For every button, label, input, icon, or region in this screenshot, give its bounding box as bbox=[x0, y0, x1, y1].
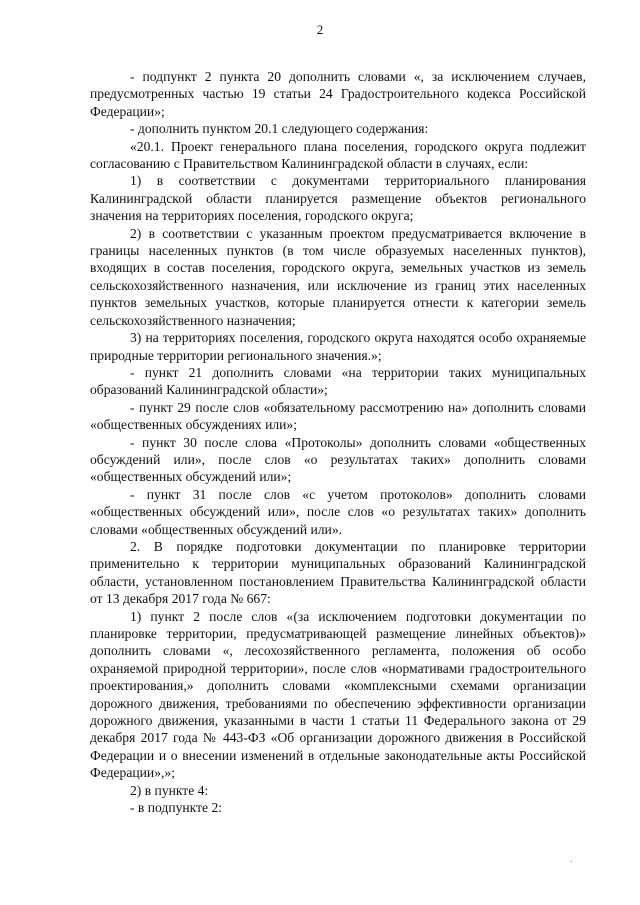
paragraph: 2) в пункте 4: bbox=[130, 782, 209, 798]
paragraph: - подпункт 2 пункта 20 дополнить словами «, за исключением случаев, предусмотренных частью 19 статьи 24 Градостроительного кодекса Российской Федерации»; bbox=[90, 69, 586, 119]
paragraph: - в подпункте 2: bbox=[130, 800, 223, 816]
paragraph: - пункт 30 после слова «Протоколы» дополнить словами «общественных обсуждений или», после слов «о результатах таких» дополнить словами «общественных обсуждений или»; bbox=[90, 434, 586, 485]
paragraph: - пункт 31 после слов «с учетом протоколов» дополнить словами «общественных обсуждений или», после слов «о результатах таких» дополнить словами «общественных обсуждений или». bbox=[90, 486, 586, 537]
paragraph: 3) на территориях поселения, городского округа находятся особо охраняемые природные территории регионального значения.»; bbox=[90, 330, 586, 363]
paragraph: 2. В порядке подготовки документации по планировке территории применительно к территории муниципальных образований Калининградской области, установленном постановлением Правительства Калининградской области от 13 декабря 2017 года № 667: bbox=[90, 538, 586, 607]
paragraph: - пункт 21 дополнить словами «на территории таких муниципальных образований Калининградской области»; bbox=[90, 364, 586, 398]
document-body bbox=[90, 68, 586, 816]
scan-mark: . bbox=[570, 854, 573, 864]
paragraph: - дополнить пунктом 20.1 следующего содержания: bbox=[130, 121, 429, 137]
paragraph: 1) пункт 2 после слов «(за исключением подготовки документации по планировке территории, предусматривающей размещение линейных объектов)» дополнить словами «, лесохозяйственного регламента, положения об особо охраняемой природной территории», после слов «нормативами градостроительного проектирования,» дополнить словами «комплексными схемами организации дорожного движения, требованиями по обеспечению эффективности организации дорожного движения, указанными в части 1 статьи 11 Федерального закона от 29 декабря 2017 года № 443-ФЗ «Об организации дорожного движения в Российской Федерации и о внесении изменений в отдельные законодательные акты Российской Федерации»,»; bbox=[90, 608, 586, 781]
paragraph: 1) в соответствии с документами территориального планирования Калининградской области планируется размещение объектов регионального значения на территориях поселения, городского округа; bbox=[90, 173, 586, 224]
page-number: 2 bbox=[316, 22, 324, 37]
paragraph: 2) в соответствии с указанным проектом предусматривается включение в границы населенных пунктов (в том числе образуемых населенных пунктов), входящих в состав поселения, городского округа, земельных участков из земель сельскохозяйственного назначения, или исключение из границ этих населенных пунктов земельных участков, которые планируется отнести к категории земель сельскохозяйственного назначения; bbox=[90, 225, 586, 328]
paragraph: - пункт 29 после слов «обязательному рассмотрению на» дополнить словами «общественных обсуждениях или»; bbox=[90, 399, 586, 433]
paragraph: «20.1. Проект генерального плана поселения, городского округа подлежит согласованию с Правительством Калининградской области в случаях, если: bbox=[90, 138, 586, 172]
